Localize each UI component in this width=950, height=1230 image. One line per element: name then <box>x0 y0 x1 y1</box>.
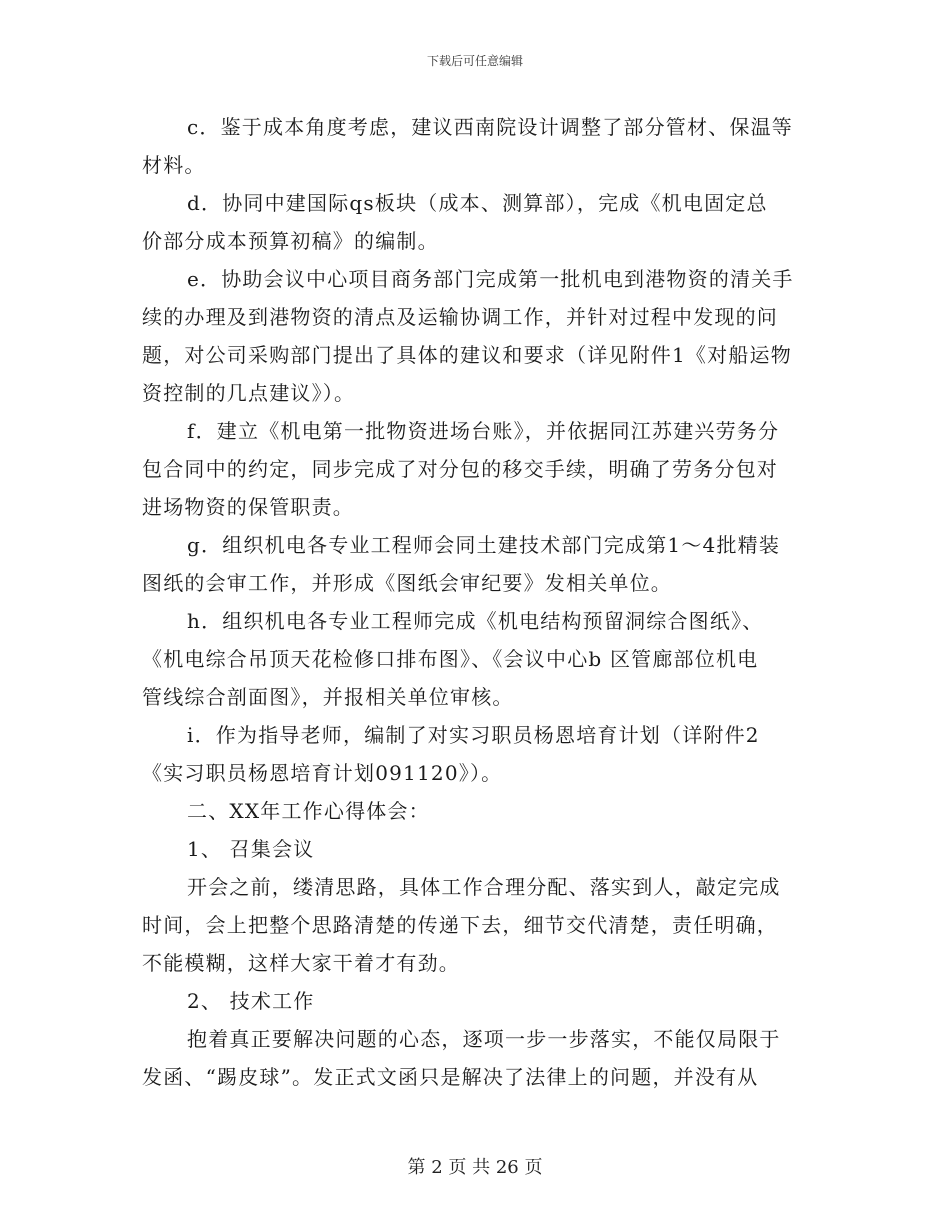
paragraph-line: 《实习职员杨恩培育计划091120》）。 <box>142 761 503 785</box>
paragraph-line: i．作为指导老师，编制了对实习职员杨恩培育计划（详附件2 <box>187 723 760 747</box>
paragraph-line: 开会之前，缕清思路，具体工作合理分配、落实到人，敲定完成 <box>187 875 781 899</box>
paragraph-line: 发函、“踢皮球”。发正式文函只是解决了法律上的问题，并没有从 <box>142 1065 759 1089</box>
paragraph-line: g．组织机电各专业工程师会同土建技术部门完成第1～4批精装 <box>187 533 781 557</box>
paragraph-line: h．组织机电各专业工程师完成《机电结构预留洞综合图纸》、 <box>187 609 764 633</box>
paragraph-line: 图纸的会审工作，并形成《图纸会审纪要》发相关单位。 <box>142 571 672 595</box>
subsection-heading: 2、 技术工作 <box>187 989 315 1013</box>
paragraph-line: 抱着真正要解决问题的心态，逐项一步一步落实，不能仅局限于 <box>187 1027 781 1051</box>
paragraph-line: 《机电综合吊顶天花检修口排布图》、《会议中心b 区管廊部位机电 <box>142 647 759 671</box>
paragraph-line: f．建立《机电第一批物资进场台账》，并依据同江苏建兴劳务分 <box>187 419 780 443</box>
section-heading: 二、XX年工作心得体会： <box>187 799 430 823</box>
paragraph-line: 管线综合剖面图》，并报相关单位审核。 <box>142 685 514 709</box>
paragraph-line: 包合同中的约定，同步完成了对分包的移交手续，明确了劳务分包对 <box>142 457 778 481</box>
paragraph-line: 时间，会上把整个思路清楚的传递下去，细节交代清楚，责任明确， <box>142 913 778 937</box>
paragraph-line: d．协同中建国际qs板块（成本、测算部），完成《机电固定总 <box>187 191 768 215</box>
page-footer: 第 2 页 共 26 页 <box>407 1157 543 1178</box>
paragraph-line: 资控制的几点建议》）。 <box>142 381 356 405</box>
paragraph-line: 价部分成本预算初稿》的编制。 <box>142 229 439 253</box>
paragraph-line: 进场物资的保管职责。 <box>142 495 354 519</box>
subsection-heading: 1、 召集会议 <box>187 837 315 861</box>
paragraph-line: c．鉴于成本角度考虑，建议西南院设计调整了部分管材、保温等 <box>187 115 794 139</box>
document-body <box>142 108 807 1096</box>
paragraph-line: e．协助会议中心项目商务部门完成第一批机电到港物资的清关手 <box>187 267 794 291</box>
paragraph-line: 题，对公司采购部门提出了具体的建议和要求（详见附件1《对船运物 <box>142 343 792 367</box>
paragraph-line: 续的办理及到港物资的清点及运输协调工作，并针对过程中发现的问 <box>142 305 778 329</box>
paragraph-line: 材料。 <box>142 153 206 177</box>
paragraph-line: 不能模糊，这样大家干着才有劲。 <box>142 951 460 975</box>
page-header: 下载后可任意编辑 <box>426 54 523 68</box>
